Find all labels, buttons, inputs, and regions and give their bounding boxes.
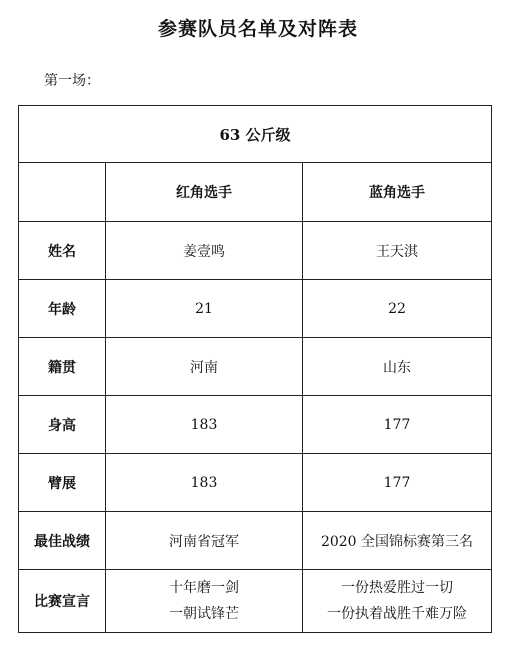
table-row-hometown xyxy=(19,338,492,396)
blue-value: 177 xyxy=(303,454,492,512)
table-row-motto xyxy=(19,570,492,633)
row-label: 臂展 xyxy=(19,454,106,512)
roster-table xyxy=(18,105,492,633)
table-row-height xyxy=(19,396,492,454)
blue-corner-header: 蓝角选手 xyxy=(303,163,492,222)
red-motto-line: 十年磨一剑 xyxy=(169,580,239,596)
red-value: 21 xyxy=(106,280,303,338)
blue-value: 22 xyxy=(303,280,492,338)
red-motto-line: 一朝试锋芒 xyxy=(169,606,239,622)
weight-class-row xyxy=(19,106,492,163)
red-value: 183 xyxy=(106,396,303,454)
page-title: 参赛队员名单及对阵表 xyxy=(157,18,358,40)
red-corner-header: 红角选手 xyxy=(106,163,303,222)
row-label: 比赛宣言 xyxy=(19,570,106,633)
red-value: 河南省冠军 xyxy=(106,512,303,570)
header-row xyxy=(19,163,492,222)
blue-value: 王天淇 xyxy=(303,222,492,280)
blue-motto-line: 一份热爱胜过一切 xyxy=(341,580,453,596)
blue-motto xyxy=(303,570,492,633)
red-value: 河南 xyxy=(106,338,303,396)
table-row-name xyxy=(19,222,492,280)
red-value: 183 xyxy=(106,454,303,512)
corner-header-cell xyxy=(19,163,106,222)
red-value: 姜壹鸣 xyxy=(106,222,303,280)
table-row-reach xyxy=(19,454,492,512)
weight-class-cell: 63 公斤级 xyxy=(19,106,492,163)
blue-motto-line: 一份执着战胜千难万险 xyxy=(327,606,467,622)
blue-value: 山东 xyxy=(303,338,492,396)
session-label: 第一场： xyxy=(44,73,100,89)
row-label: 姓名 xyxy=(19,222,106,280)
row-label: 籍贯 xyxy=(19,338,106,396)
row-label: 身高 xyxy=(19,396,106,454)
blue-value: 177 xyxy=(303,396,492,454)
row-label: 年龄 xyxy=(19,280,106,338)
table-row-age xyxy=(19,280,492,338)
row-label: 最佳战绩 xyxy=(19,512,106,570)
blue-value: 2020 全国锦标赛第三名 xyxy=(303,512,492,570)
table-row-best-record xyxy=(19,512,492,570)
red-motto xyxy=(106,570,303,633)
